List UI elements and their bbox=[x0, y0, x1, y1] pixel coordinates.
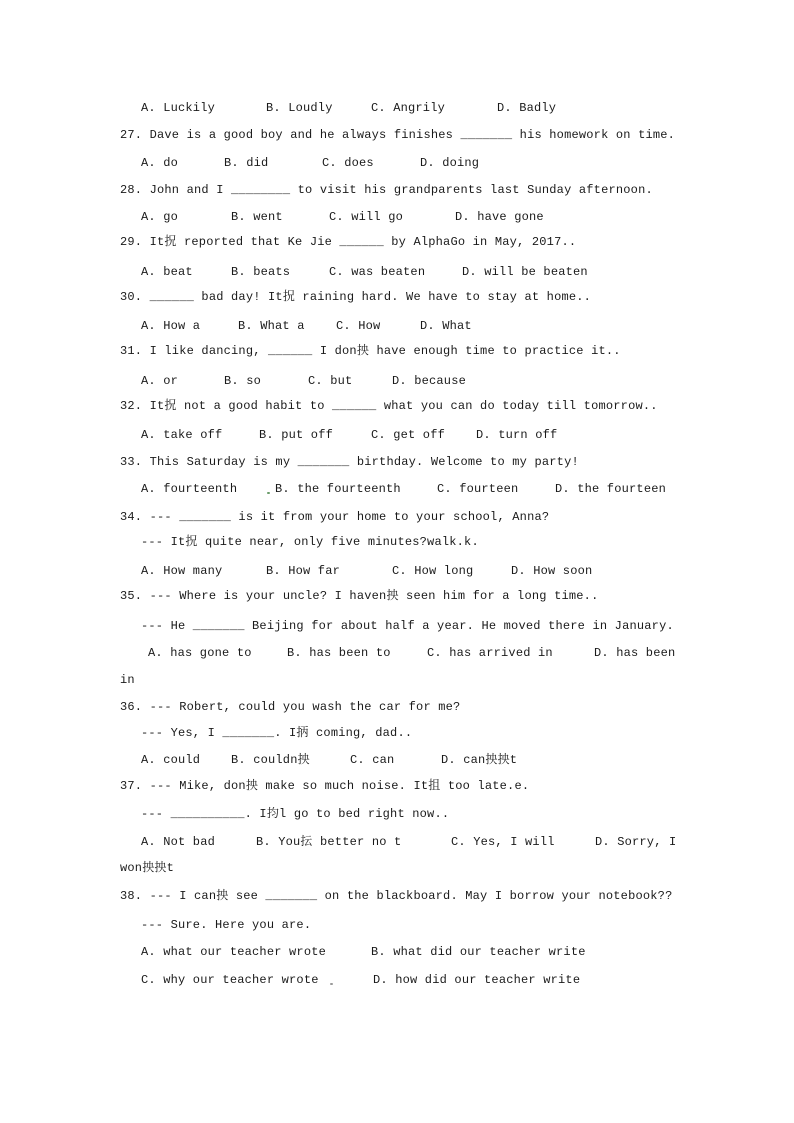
option-d-wrap: in bbox=[120, 673, 135, 687]
option-d: D. Sorry, I bbox=[595, 835, 677, 849]
question-36-reply: --- Yes, I _______. I抦 coming, dad.. bbox=[141, 726, 413, 740]
option-d-wrap: won抰抰t bbox=[120, 861, 175, 875]
option-c: C. was beaten bbox=[329, 265, 426, 279]
option-d: D. the fourteen bbox=[555, 482, 667, 496]
option-d: D. doing bbox=[420, 156, 480, 170]
option-b: B. beats bbox=[231, 265, 291, 279]
question-36-stem: 36. --- Robert, could you wash the car for me? bbox=[120, 700, 461, 714]
option-c: C. get off bbox=[371, 428, 446, 442]
option-c: C. why our teacher wrote bbox=[141, 973, 319, 987]
option-a: A. beat bbox=[141, 265, 193, 279]
question-29-stem: 29. It拀 reported that Ke Jie ______ by AlphaGo in May, 2017.. bbox=[120, 235, 577, 249]
question-32-stem: 32. It拀 not a good habit to ______ what you can do today till tomorrow.. bbox=[120, 399, 658, 413]
option-a: A. what our teacher wrote bbox=[141, 945, 327, 959]
ink-speck bbox=[267, 492, 270, 494]
option-a: A. How a bbox=[141, 319, 201, 333]
question-34-stem: 34. --- _______ is it from your home to your school, Anna? bbox=[120, 510, 550, 524]
option-b: B. How far bbox=[266, 564, 341, 578]
option-d: D. Badly bbox=[497, 101, 557, 115]
option-c: C. fourteen bbox=[437, 482, 519, 496]
option-b: B. did bbox=[224, 156, 269, 170]
option-c: C. How bbox=[336, 319, 381, 333]
question-37-stem: 37. --- Mike, don抰 make so much noise. It抯 too late.e. bbox=[120, 779, 530, 793]
option-b: B. so bbox=[224, 374, 262, 388]
option-d: D. will be beaten bbox=[462, 265, 588, 279]
option-a: A. fourteenth bbox=[141, 482, 238, 496]
option-b: B. has been to bbox=[287, 646, 391, 660]
question-38-stem: 38. --- I can抰 see _______ on the blackboard. May I borrow your notebook?? bbox=[120, 889, 673, 903]
option-c: C. Angrily bbox=[371, 101, 446, 115]
option-a: A. How many bbox=[141, 564, 223, 578]
option-b: B. went bbox=[231, 210, 283, 224]
option-d: D. have gone bbox=[455, 210, 544, 224]
option-c: C. does bbox=[322, 156, 374, 170]
option-b: B. what did our teacher write bbox=[371, 945, 586, 959]
option-d: D. has been bbox=[594, 646, 676, 660]
option-a: A. or bbox=[141, 374, 179, 388]
option-c: C. but bbox=[308, 374, 353, 388]
option-d: D. How soon bbox=[511, 564, 593, 578]
option-b: B. couldn抰 bbox=[231, 753, 310, 767]
question-33-stem: 33. This Saturday is my _______ birthday. Welcome to my party! bbox=[120, 455, 579, 469]
option-a: A. do bbox=[141, 156, 179, 170]
option-a: A. go bbox=[141, 210, 179, 224]
option-a: A. has gone to bbox=[148, 646, 252, 660]
question-37-reply: --- __________. I抣l go to bed right now.. bbox=[141, 807, 450, 821]
question-34-reply: --- It拀 quite near, only five minutes?walk.k. bbox=[141, 535, 479, 549]
question-31-stem: 31. I like dancing, ______ I don抰 have enough time to practice it.. bbox=[120, 344, 621, 358]
option-c: C. will go bbox=[329, 210, 404, 224]
option-b: B. put off bbox=[259, 428, 334, 442]
question-35-stem: 35. --- Where is your uncle? I haven抰 seen him for a long time.. bbox=[120, 589, 599, 603]
option-a: A. could bbox=[141, 753, 201, 767]
option-d: D. can抰抰t bbox=[441, 753, 518, 767]
option-d: D. how did our teacher write bbox=[373, 973, 581, 987]
option-a: A. Not bad bbox=[141, 835, 216, 849]
option-c: C. has arrived in bbox=[427, 646, 553, 660]
option-d: D. because bbox=[392, 374, 467, 388]
option-b: B. Loudly bbox=[266, 101, 333, 115]
option-b: B. You抎 better no t bbox=[256, 835, 402, 849]
ink-speck bbox=[330, 983, 333, 985]
option-c: C. Yes, I will bbox=[451, 835, 555, 849]
option-a: A. Luckily bbox=[141, 101, 216, 115]
option-d: D. turn off bbox=[476, 428, 558, 442]
option-b: B. the fourteenth bbox=[275, 482, 401, 496]
option-c: C. How long bbox=[392, 564, 474, 578]
question-35-reply: --- He _______ Beijing for about half a year. He moved there in January. bbox=[141, 619, 674, 633]
option-c: C. can bbox=[350, 753, 395, 767]
question-28-stem: 28. John and I ________ to visit his grandparents last Sunday afternoon. bbox=[120, 183, 653, 197]
question-30-stem: 30. ______ bad day! It拀 raining hard. We have to stay at home.. bbox=[120, 290, 592, 304]
option-d: D. What bbox=[420, 319, 472, 333]
option-b: B. What a bbox=[238, 319, 305, 333]
question-27-stem: 27. Dave is a good boy and he always finishes _______ his homework on time. bbox=[120, 128, 676, 142]
question-38-reply: --- Sure. Here you are. bbox=[141, 918, 312, 932]
option-a: A. take off bbox=[141, 428, 223, 442]
